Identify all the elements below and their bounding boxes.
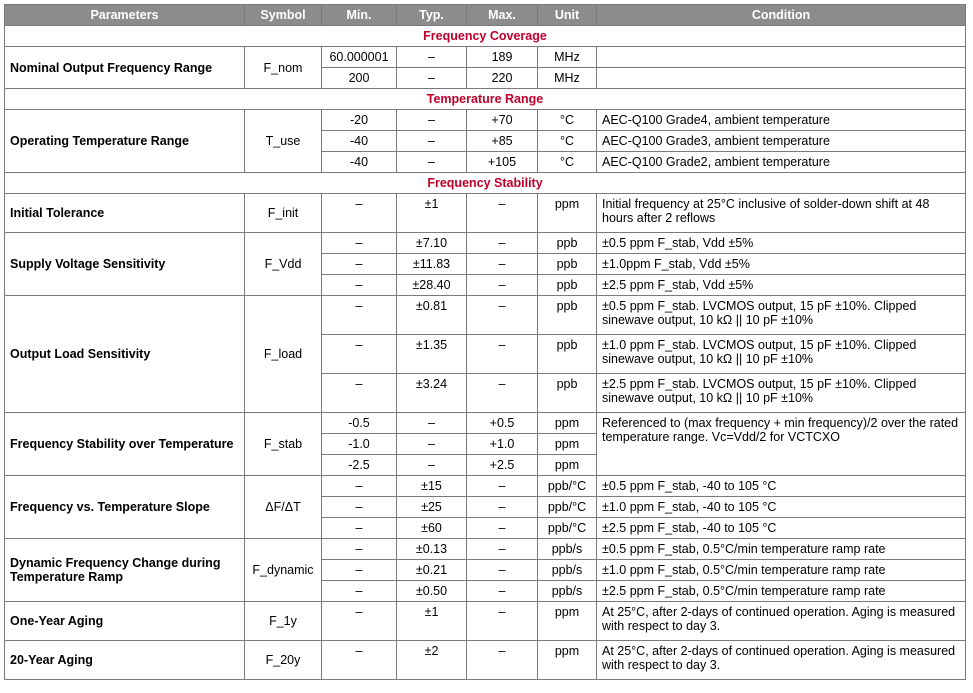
max-value: – [467,233,538,254]
table-row [5,296,966,335]
typ-value: – [397,152,467,173]
condition-text: At 25°C, after 2-days of continued operation. Aging is measured with respect to day 3. [597,602,966,641]
min-value: – [322,581,397,602]
table-row [5,602,966,641]
condition-text: ±1.0ppm F_stab, Vdd ±5% [597,254,966,275]
max-value: – [467,296,538,335]
condition-text [597,47,966,68]
min-value: – [322,497,397,518]
unit-value: °C [538,110,597,131]
typ-value: ±3.24 [397,374,467,413]
typ-value: – [397,434,467,455]
min-value: – [322,233,397,254]
table-row [5,194,966,233]
min-value: -0.5 [322,413,397,434]
min-value: 60.000001 [322,47,397,68]
max-value: – [467,275,538,296]
param-symbol: T_use [245,110,322,173]
typ-value: ±1 [397,602,467,641]
typ-value: ±15 [397,476,467,497]
min-value: – [322,602,397,641]
max-value: 220 [467,68,538,89]
min-value: – [322,476,397,497]
param-name: Dynamic Frequency Change during Temperature Ramp [5,539,245,602]
unit-value: ppb [538,296,597,335]
typ-value: ±0.21 [397,560,467,581]
section-frequency-coverage: Frequency Coverage [5,26,966,47]
condition-text: ±2.5 ppm F_stab. LVCMOS output, 15 pF ±10%. Clipped sinewave output, 10 kΩ || 10 pF ±10% [597,374,966,413]
typ-value: ±11.83 [397,254,467,275]
param-name: Nominal Output Frequency Range [5,47,245,89]
max-value: – [467,560,538,581]
param-name: Operating Temperature Range [5,110,245,173]
min-value: – [322,275,397,296]
param-symbol: F_1y [245,602,322,641]
min-value: – [322,254,397,275]
param-name: One-Year Aging [5,602,245,641]
max-value: – [467,539,538,560]
min-value: – [322,641,397,680]
condition-text: ±0.5 ppm F_stab, 0.5°C/min temperature ramp rate [597,539,966,560]
max-value: +105 [467,152,538,173]
header-symbol: Symbol [245,5,322,26]
typ-value: ±1.35 [397,335,467,374]
unit-value: ppm [538,641,597,680]
max-value: – [467,641,538,680]
unit-value: ppm [538,455,597,476]
param-name: 20-Year Aging [5,641,245,680]
condition-text: Initial frequency at 25°C inclusive of solder-down shift at 48 hours after 2 reflows [597,194,966,233]
table-row [5,233,966,254]
section-row [5,89,966,110]
param-symbol: F_stab [245,413,322,476]
header-max: Max. [467,5,538,26]
unit-value: ppm [538,194,597,233]
unit-value: MHz [538,68,597,89]
max-value: – [467,254,538,275]
condition-text: ±1.0 ppm F_stab. LVCMOS output, 15 pF ±10%. Clipped sinewave output, 10 kΩ || 10 pF ±10% [597,335,966,374]
header-row [5,5,966,26]
header-min: Min. [322,5,397,26]
min-value: – [322,518,397,539]
max-value: – [467,602,538,641]
min-value: -40 [322,131,397,152]
typ-value: – [397,110,467,131]
typ-value: – [397,413,467,434]
header-condition: Condition [597,5,966,26]
param-symbol: F_load [245,296,322,413]
condition-text: AEC-Q100 Grade4, ambient temperature [597,110,966,131]
unit-value: ppb/s [538,560,597,581]
param-symbol: F_Vdd [245,233,322,296]
param-symbol: F_nom [245,47,322,89]
table-row [5,641,966,680]
param-name: Initial Tolerance [5,194,245,233]
typ-value: – [397,47,467,68]
param-name: Frequency vs. Temperature Slope [5,476,245,539]
condition-text: ±0.5 ppm F_stab, Vdd ±5% [597,233,966,254]
max-value: – [467,335,538,374]
typ-value: – [397,68,467,89]
condition-text: ±1.0 ppm F_stab, 0.5°C/min temperature ramp rate [597,560,966,581]
condition-text: At 25°C, after 2-days of continued operation. Aging is measured with respect to day 3. [597,641,966,680]
param-name: Frequency Stability over Temperature [5,413,245,476]
param-symbol: F_init [245,194,322,233]
param-symbol: F_dynamic [245,539,322,602]
min-value: -2.5 [322,455,397,476]
typ-value: ±0.13 [397,539,467,560]
typ-value: ±28.40 [397,275,467,296]
section-temperature-range: Temperature Range [5,89,966,110]
condition-text: ±0.5 ppm F_stab, -40 to 105 °C [597,476,966,497]
header-unit: Unit [538,5,597,26]
unit-value: ppb [538,374,597,413]
condition-text: ±0.5 ppm F_stab. LVCMOS output, 15 pF ±10%. Clipped sinewave output, 10 kΩ || 10 pF ±10% [597,296,966,335]
spec-table [4,4,966,680]
unit-value: °C [538,152,597,173]
unit-value: °C [538,131,597,152]
unit-value: ppb/°C [538,497,597,518]
condition-text: AEC-Q100 Grade3, ambient temperature [597,131,966,152]
table-row [5,413,966,434]
max-value: – [467,374,538,413]
table-row [5,47,966,68]
min-value: – [322,374,397,413]
typ-value: ±2 [397,641,467,680]
typ-value: ±25 [397,497,467,518]
param-name: Output Load Sensitivity [5,296,245,413]
param-name: Supply Voltage Sensitivity [5,233,245,296]
section-row [5,26,966,47]
section-frequency-stability: Frequency Stability [5,173,966,194]
unit-value: ppm [538,434,597,455]
unit-value: ppb/°C [538,518,597,539]
condition-text: ±1.0 ppm F_stab, -40 to 105 °C [597,497,966,518]
unit-value: ppb/s [538,581,597,602]
param-symbol: F_20y [245,641,322,680]
max-value: +85 [467,131,538,152]
max-value: – [467,476,538,497]
max-value: +2.5 [467,455,538,476]
unit-value: MHz [538,47,597,68]
condition-text: ±2.5 ppm F_stab, Vdd ±5% [597,275,966,296]
typ-value: ±0.81 [397,296,467,335]
condition-text [597,68,966,89]
param-symbol: ΔF/ΔT [245,476,322,539]
typ-value: ±7.10 [397,233,467,254]
unit-value: ppb/°C [538,476,597,497]
section-row [5,173,966,194]
typ-value: – [397,131,467,152]
max-value: – [467,497,538,518]
max-value: +0.5 [467,413,538,434]
unit-value: ppb [538,233,597,254]
table-row [5,110,966,131]
min-value: -1.0 [322,434,397,455]
unit-value: ppb [538,254,597,275]
typ-value: ±0.50 [397,581,467,602]
max-value: – [467,518,538,539]
min-value: 200 [322,68,397,89]
typ-value: ±60 [397,518,467,539]
condition-text: AEC-Q100 Grade2, ambient temperature [597,152,966,173]
min-value: -20 [322,110,397,131]
min-value: – [322,296,397,335]
unit-value: ppb/s [538,539,597,560]
min-value: – [322,539,397,560]
header-typ: Typ. [397,5,467,26]
condition-text: ±2.5 ppm F_stab, 0.5°C/min temperature ramp rate [597,581,966,602]
typ-value: ±1 [397,194,467,233]
min-value: – [322,560,397,581]
table-row [5,476,966,497]
unit-value: ppm [538,413,597,434]
max-value: +1.0 [467,434,538,455]
max-value: – [467,581,538,602]
unit-value: ppb [538,275,597,296]
typ-value: – [397,455,467,476]
table-row [5,539,966,560]
max-value: – [467,194,538,233]
min-value: -40 [322,152,397,173]
min-value: – [322,194,397,233]
condition-text: Referenced to (max frequency + min frequency)/2 over the rated temperature range. Vc=Vdd/2 for VCTCXO [597,413,966,476]
condition-text: ±2.5 ppm F_stab, -40 to 105 °C [597,518,966,539]
min-value: – [322,335,397,374]
header-parameters: Parameters [5,5,245,26]
max-value: 189 [467,47,538,68]
max-value: +70 [467,110,538,131]
unit-value: ppb [538,335,597,374]
unit-value: ppm [538,602,597,641]
